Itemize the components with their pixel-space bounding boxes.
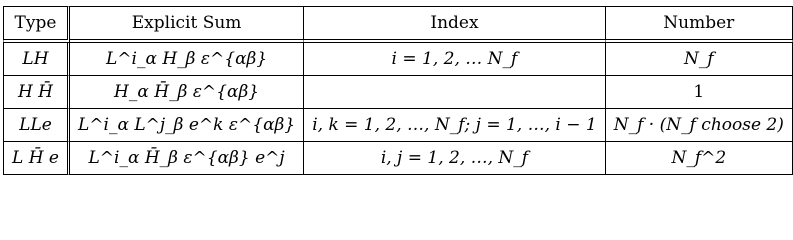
cell-type: L H̄ e xyxy=(3,142,70,175)
cell-index: i = 1, 2, … N_f xyxy=(304,43,606,76)
operator-table-container xyxy=(3,6,793,175)
table-row xyxy=(3,43,793,76)
operator-table xyxy=(3,6,793,175)
table-row xyxy=(3,109,793,142)
cell-index xyxy=(304,76,606,109)
header-type: Type xyxy=(3,6,70,43)
table-row xyxy=(3,142,793,175)
cell-number: N_f · (N_f choose 2) xyxy=(606,109,793,142)
header-number: Number xyxy=(606,6,793,43)
cell-number: N_f^2 xyxy=(606,142,793,175)
cell-explicit-sum: L^i_α H_β ε^{αβ} xyxy=(70,43,304,76)
header-explicit-sum: Explicit Sum xyxy=(70,6,304,43)
table-row xyxy=(3,76,793,109)
cell-type: LH xyxy=(3,43,70,76)
header-index: Index xyxy=(304,6,606,43)
cell-number: N_f xyxy=(606,43,793,76)
table-header-row xyxy=(3,6,793,43)
cell-type: LLe xyxy=(3,109,70,142)
cell-index: i, k = 1, 2, …, N_f; j = 1, …, i − 1 xyxy=(304,109,606,142)
cell-type: H H̄ xyxy=(3,76,70,109)
cell-explicit-sum: H_α H̄_β ε^{αβ} xyxy=(70,76,304,109)
cell-number: 1 xyxy=(606,76,793,109)
cell-explicit-sum: L^i_α H̄_β ε^{αβ} e^j xyxy=(70,142,304,175)
cell-index: i, j = 1, 2, …, N_f xyxy=(304,142,606,175)
cell-explicit-sum: L^i_α L^j_β e^k ε^{αβ} xyxy=(70,109,304,142)
